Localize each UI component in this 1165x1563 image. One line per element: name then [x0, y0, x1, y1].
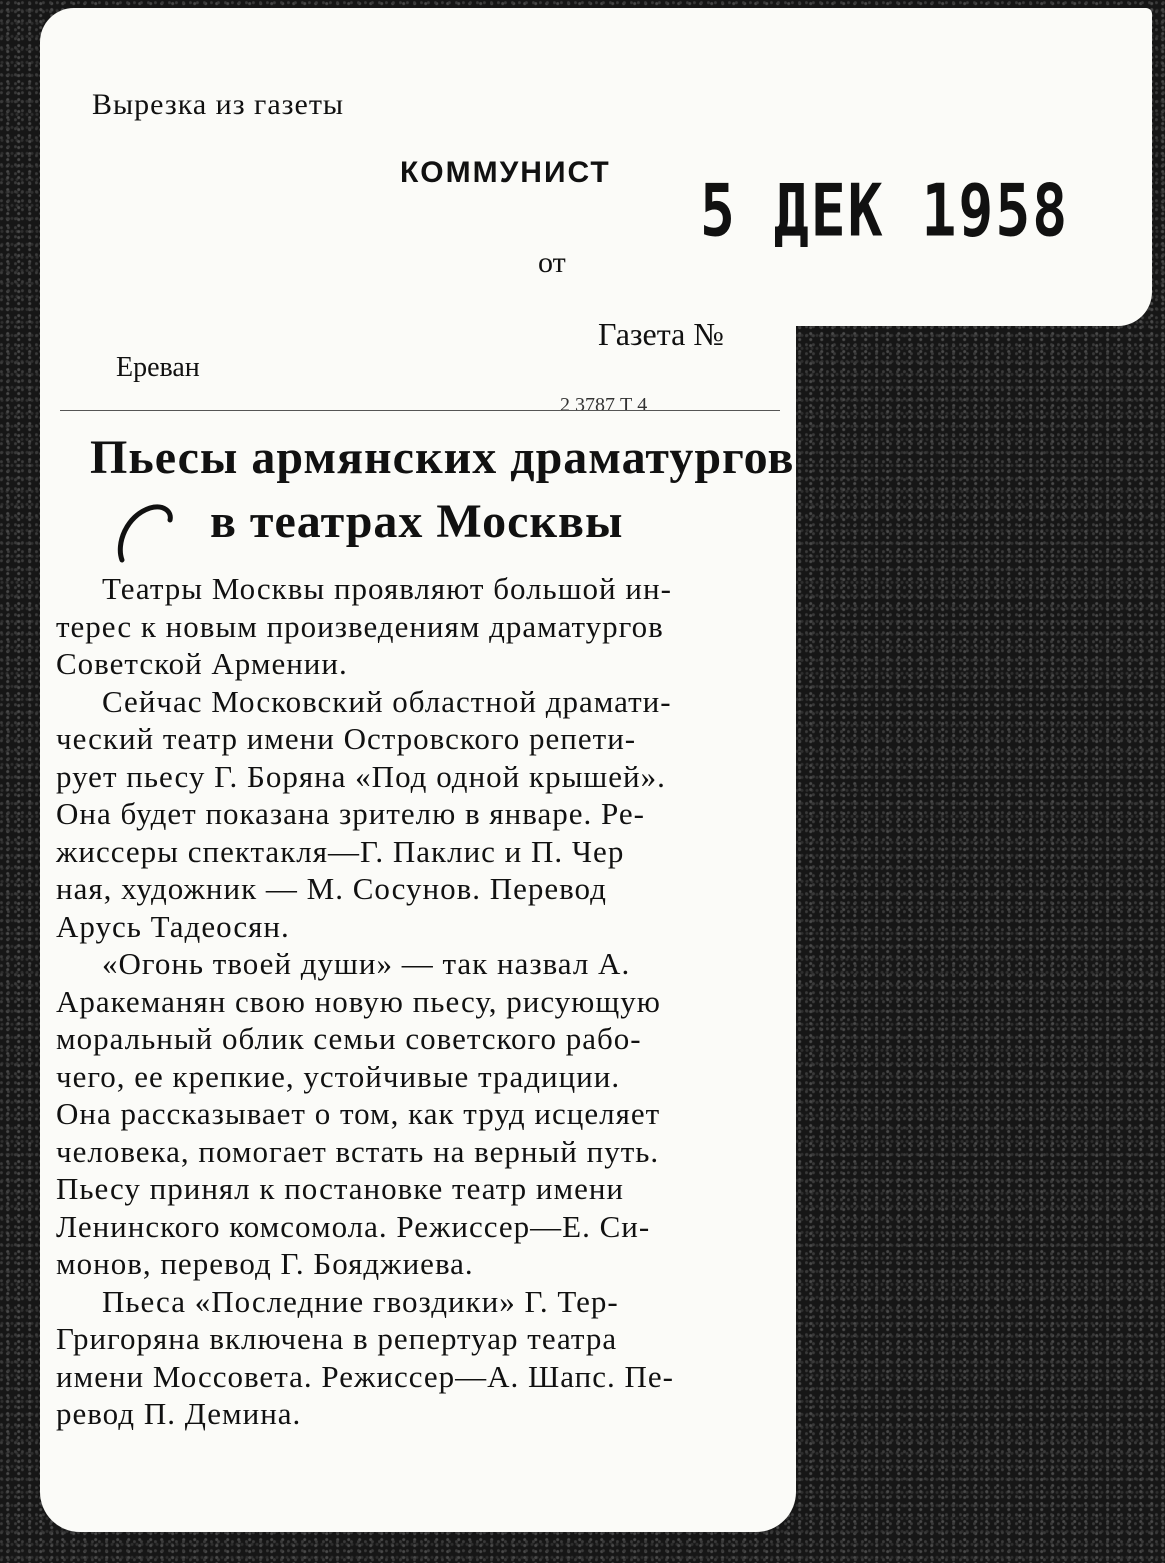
- article-line: Она будет показана зрителю в январе. Ре-: [56, 796, 645, 831]
- article-line: Пьесу принял к постановке театр имени: [56, 1171, 625, 1206]
- article-paragraph: [56, 1283, 786, 1433]
- article-line: человека, помогает встать на верный путь.: [56, 1133, 660, 1169]
- article-line: моральный облик семьи советского рабо-: [56, 1021, 642, 1056]
- article-line: Григоряна включена в репертуар театра: [56, 1321, 618, 1356]
- article-line: терес к новым произведениям драматургов: [56, 608, 664, 644]
- article-line: чего, ее крепкие, устойчивые традиции.: [56, 1058, 621, 1094]
- article-body: [56, 570, 786, 1433]
- article-line: ческий театр имени Островского репети-: [56, 721, 637, 756]
- article-line: жиссеры спектакля—Г. Паклис и П. Чер: [56, 833, 625, 869]
- article-line: Советской Армении.: [56, 646, 348, 681]
- city-label: Ереван: [116, 352, 200, 383]
- article-paragraph: [56, 945, 786, 1283]
- article-line: Сейчас Московский областной драмати-: [102, 683, 672, 719]
- date-stamp: 5 ДЕК 1958: [700, 168, 1070, 253]
- article-line: рует пьесу Г. Боряна «Под одной крышей».: [56, 758, 666, 794]
- from-label: от: [538, 246, 566, 279]
- article-line: Аракеманян свою новую пьесу, рисующую: [56, 983, 661, 1019]
- clip-label: Вырезка из газеты: [92, 88, 345, 121]
- article-line: имени Моссовета. Режиссер—А. Шапс. Пе-: [56, 1358, 674, 1394]
- article-line: ная, художник — М. Сосунов. Перевод: [56, 871, 607, 906]
- article-paragraph: [56, 683, 786, 946]
- article-line: Театры Москвы проявляют большой ин-: [102, 571, 672, 606]
- plate-number: 2 3787 Т 4: [560, 394, 648, 416]
- header-divider: [60, 410, 780, 411]
- handwritten-hook-mark: [108, 494, 188, 564]
- gazette-number-label: Газета №: [598, 316, 724, 352]
- article-line: Арусь Тадеосян.: [56, 908, 290, 944]
- article-line: «Огонь твоей души» — так назвал А.: [102, 946, 631, 981]
- article-line: монов, перевод Г. Бояджиева.: [56, 1246, 474, 1281]
- article-line: Ленинского комсомола. Режиссер—Е. Си-: [56, 1208, 651, 1244]
- newspaper-name: КОММУНИСТ: [400, 156, 611, 189]
- headline-line-2: в театрах Москвы: [210, 495, 624, 548]
- article-line: ревод П. Демина.: [56, 1396, 302, 1431]
- article-line: Пьеса «Последние гвоздики» Г. Тер-: [102, 1283, 619, 1319]
- article-line: Она рассказывает о том, как труд исцеляет: [56, 1096, 661, 1131]
- headline-line-1: Пьесы армянских драматургов: [90, 431, 795, 484]
- article-paragraph: [56, 570, 786, 683]
